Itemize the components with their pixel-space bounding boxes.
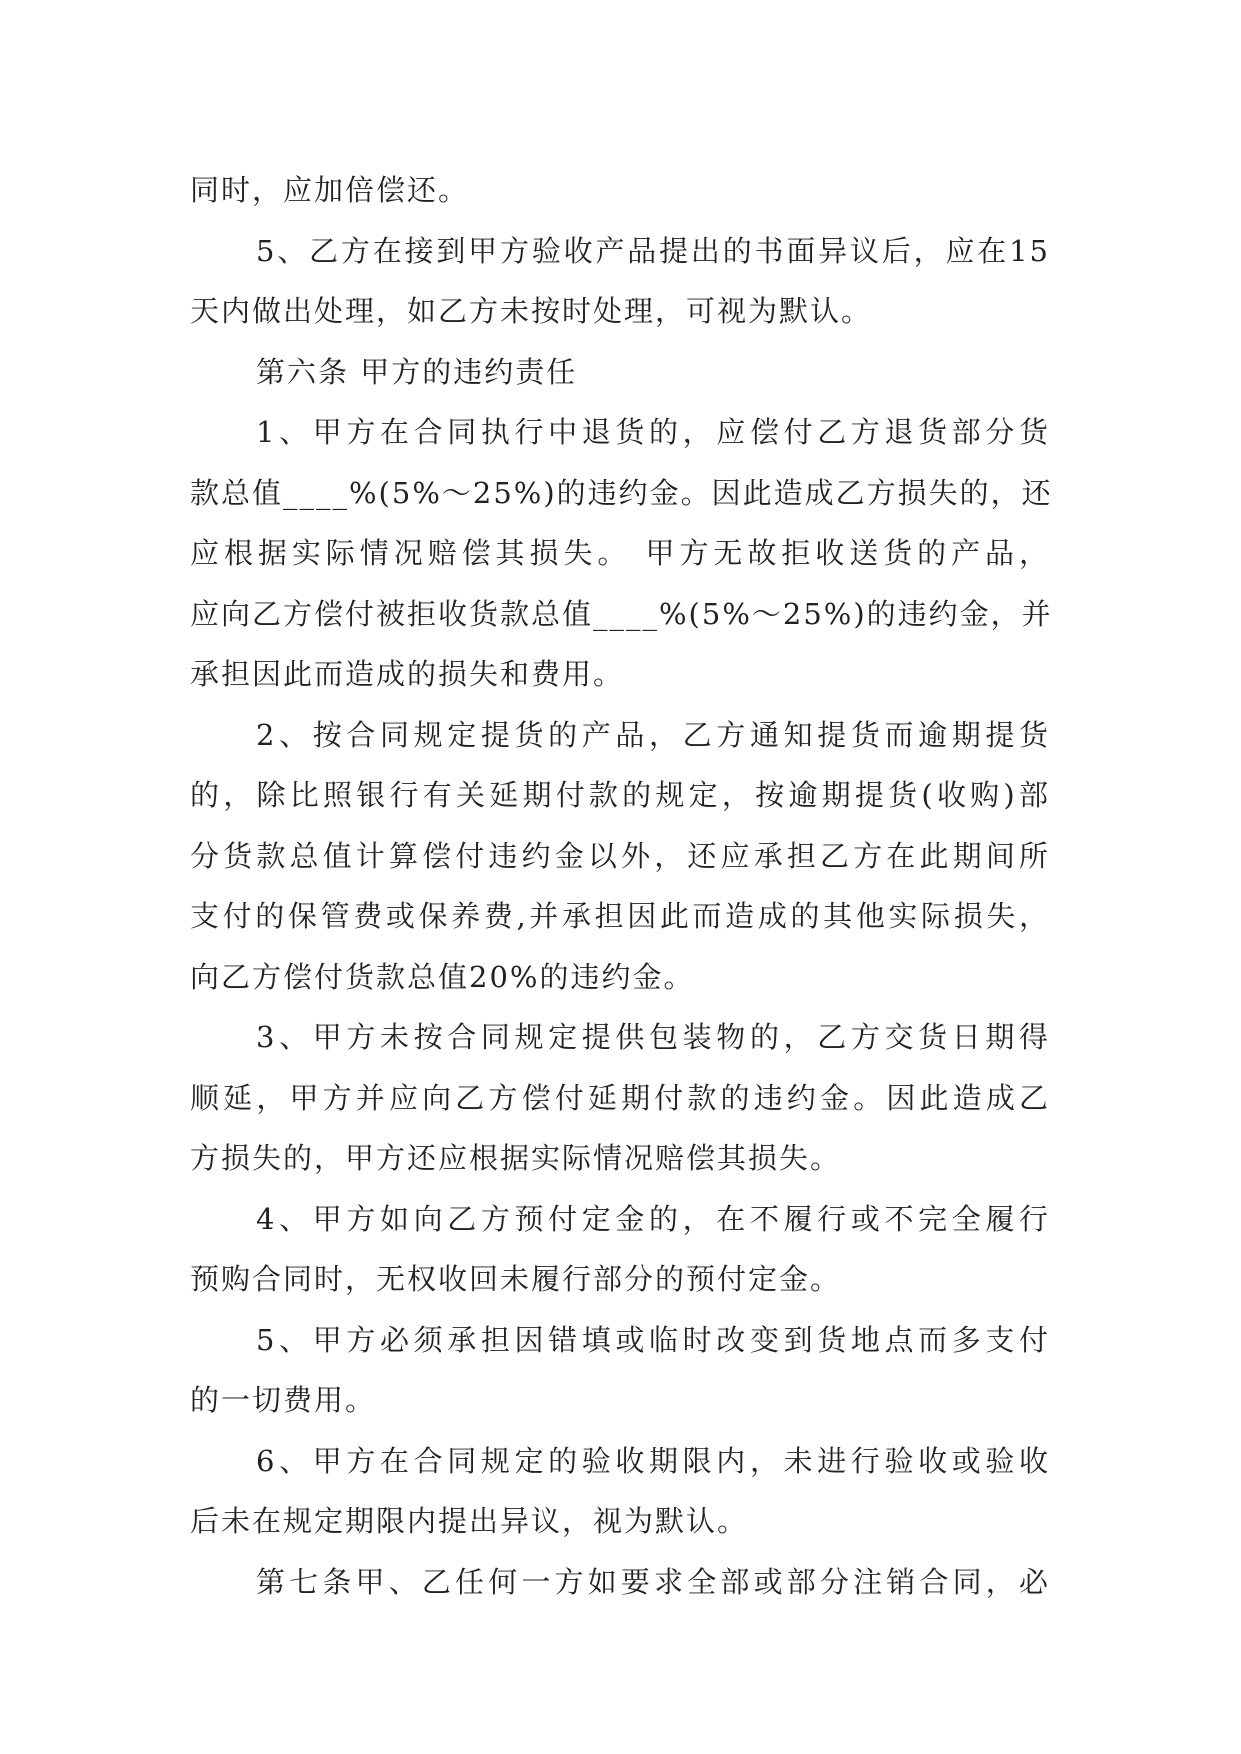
text-line: 6、甲方在合同规定的验收期限内，未进行验收或验收 [256,1443,1050,1478]
text-line: 顺延，甲方并应向乙方偿付延期付款的违约金。因此造成乙 [190,1080,1050,1115]
text-line: 分货款总值计算偿付违约金以外，还应承担乙方在此期间所 [190,838,1050,873]
text-line: 方损失的，甲方还应根据实际情况赔偿其损失。 [190,1141,842,1175]
text-line: 应向乙方偿付被拒收货款总值____%(5%～25%)的违约金，并 [190,596,1053,631]
text-line: 2、按合同规定提货的产品，乙方通知提货而逾期提货 [256,717,1050,752]
text-line: 3、甲方未按合同规定提供包装物的，乙方交货日期得 [256,1020,1050,1054]
section-heading: 第六条 甲方的违约责任 [256,354,578,389]
document-body [190,160,1053,1612]
text-line: 应根据实际情况赔偿其损失。 甲方无故拒收送货的产品， [190,536,1050,570]
text-line: 天内做出处理，如乙方未按时处理，可视为默认。 [190,294,873,328]
text-line: 向乙方偿付货款总值20%的违约金。 [190,959,695,994]
text-line: 后未在规定期限内提出异议，视为默认。 [190,1504,749,1538]
text-line: 4、甲方如向乙方预付定金的，在不履行或不完全履行 [256,1201,1050,1236]
text-line: 的一切费用。 [190,1383,377,1417]
text-line: 承担因此而造成的损失和费用。 [190,657,625,691]
text-line: 5、乙方在接到甲方验收产品提出的书面异议后，应在15 [256,233,1050,268]
text-line: 的，除比照银行有关延期付款的规定，按逾期提货(收购)部 [190,778,1050,812]
text-line: 1、甲方在合同执行中退货的，应偿付乙方退货部分货 [256,415,1050,449]
text-line: 款总值____%(5%～25%)的违约金。因此造成乙方损失的，还 [190,475,1053,510]
text-line: 同时，应加倍偿还。 [190,173,470,207]
text-line: 5、甲方必须承担因错填或临时改变到货地点而多支付 [256,1322,1050,1357]
text-line: 预购合同时，无权收回未履行部分的预付定金。 [190,1262,842,1296]
text-line: 支付的保管费或保养费,并承担因此而造成的其他实际损失， [190,899,1050,933]
section-heading: 第七条甲、乙任何一方如要求全部或部分注销合同，必 [256,1564,1050,1599]
